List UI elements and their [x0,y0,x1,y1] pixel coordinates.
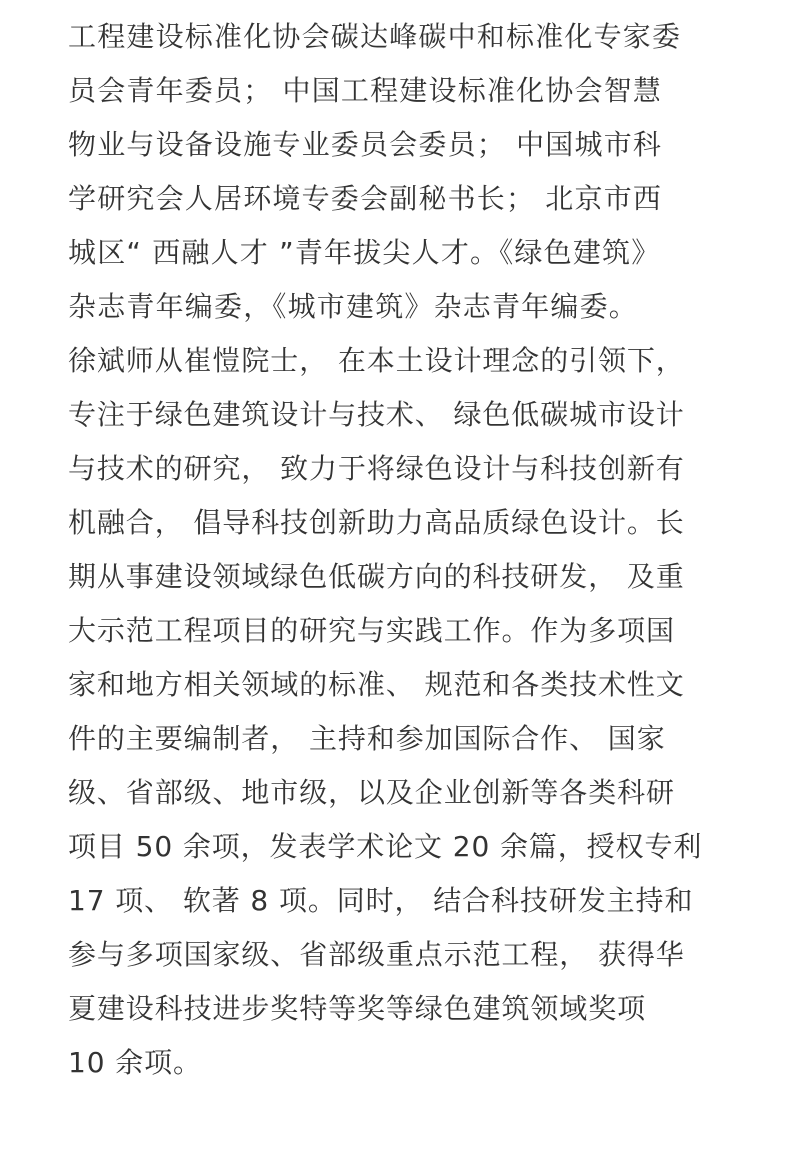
text-line: 17 项、 软著 8 项。同时， 结合科技研发主持和 [68,884,694,917]
text-line: 参与多项国家级、省部级重点示范工程， 获得华 [68,938,685,971]
text-line: 夏建设科技进步奖特等奖等绿色建筑领域奖项 [68,992,647,1025]
text-line: 大示范工程项目的研究与实践工作。作为多项国 [68,614,675,647]
text-line: 工程建设标准化协会碳达峰碳中和标准化专家委 [68,20,682,53]
article-body [68,10,748,1090]
text-line: 学研究会人居环境专委会副秘书长； 北京市西 [68,182,663,215]
text-line: 员会青年委员； 中国工程建设标准化协会智慧 [68,74,663,107]
text-line: 10 余项。 [68,1046,202,1079]
text-line: 家和地方相关领域的标准、 规范和各类技术性文 [68,668,685,701]
text-line: 期从事建设领域绿色低碳方向的科技研发， 及重 [68,560,685,593]
paragraph-affiliations [68,10,748,334]
paragraph-biography [68,334,748,1090]
text-line: 杂志青年编委，《城市建筑》杂志青年编委。 [68,290,639,323]
text-line: 级、省部级、地市级，以及企业创新等各类科研 [68,776,675,809]
text-line: 项目 50 余项，发表学术论文 20 余篇，授权专利 [68,830,703,863]
text-line: 物业与设备设施专业委员会委员； 中国城市科 [68,128,663,161]
text-line: 件的主要编制者， 主持和参加国际合作、 国家 [68,722,666,755]
text-line: 专注于绿色建筑设计与技术、 绿色低碳城市设计 [68,398,685,431]
text-line: 徐斌师从崔愷院士， 在本土设计理念的引领下， [68,344,685,377]
text-line: 城区“ 西融人才 ”青年拔尖人才。《绿色建筑》 [68,236,661,269]
text-line: 与技术的研究， 致力于将绿色设计与科技创新有 [68,452,685,485]
text-line: 机融合， 倡导科技创新助力高品质绿色设计。长 [68,506,685,539]
